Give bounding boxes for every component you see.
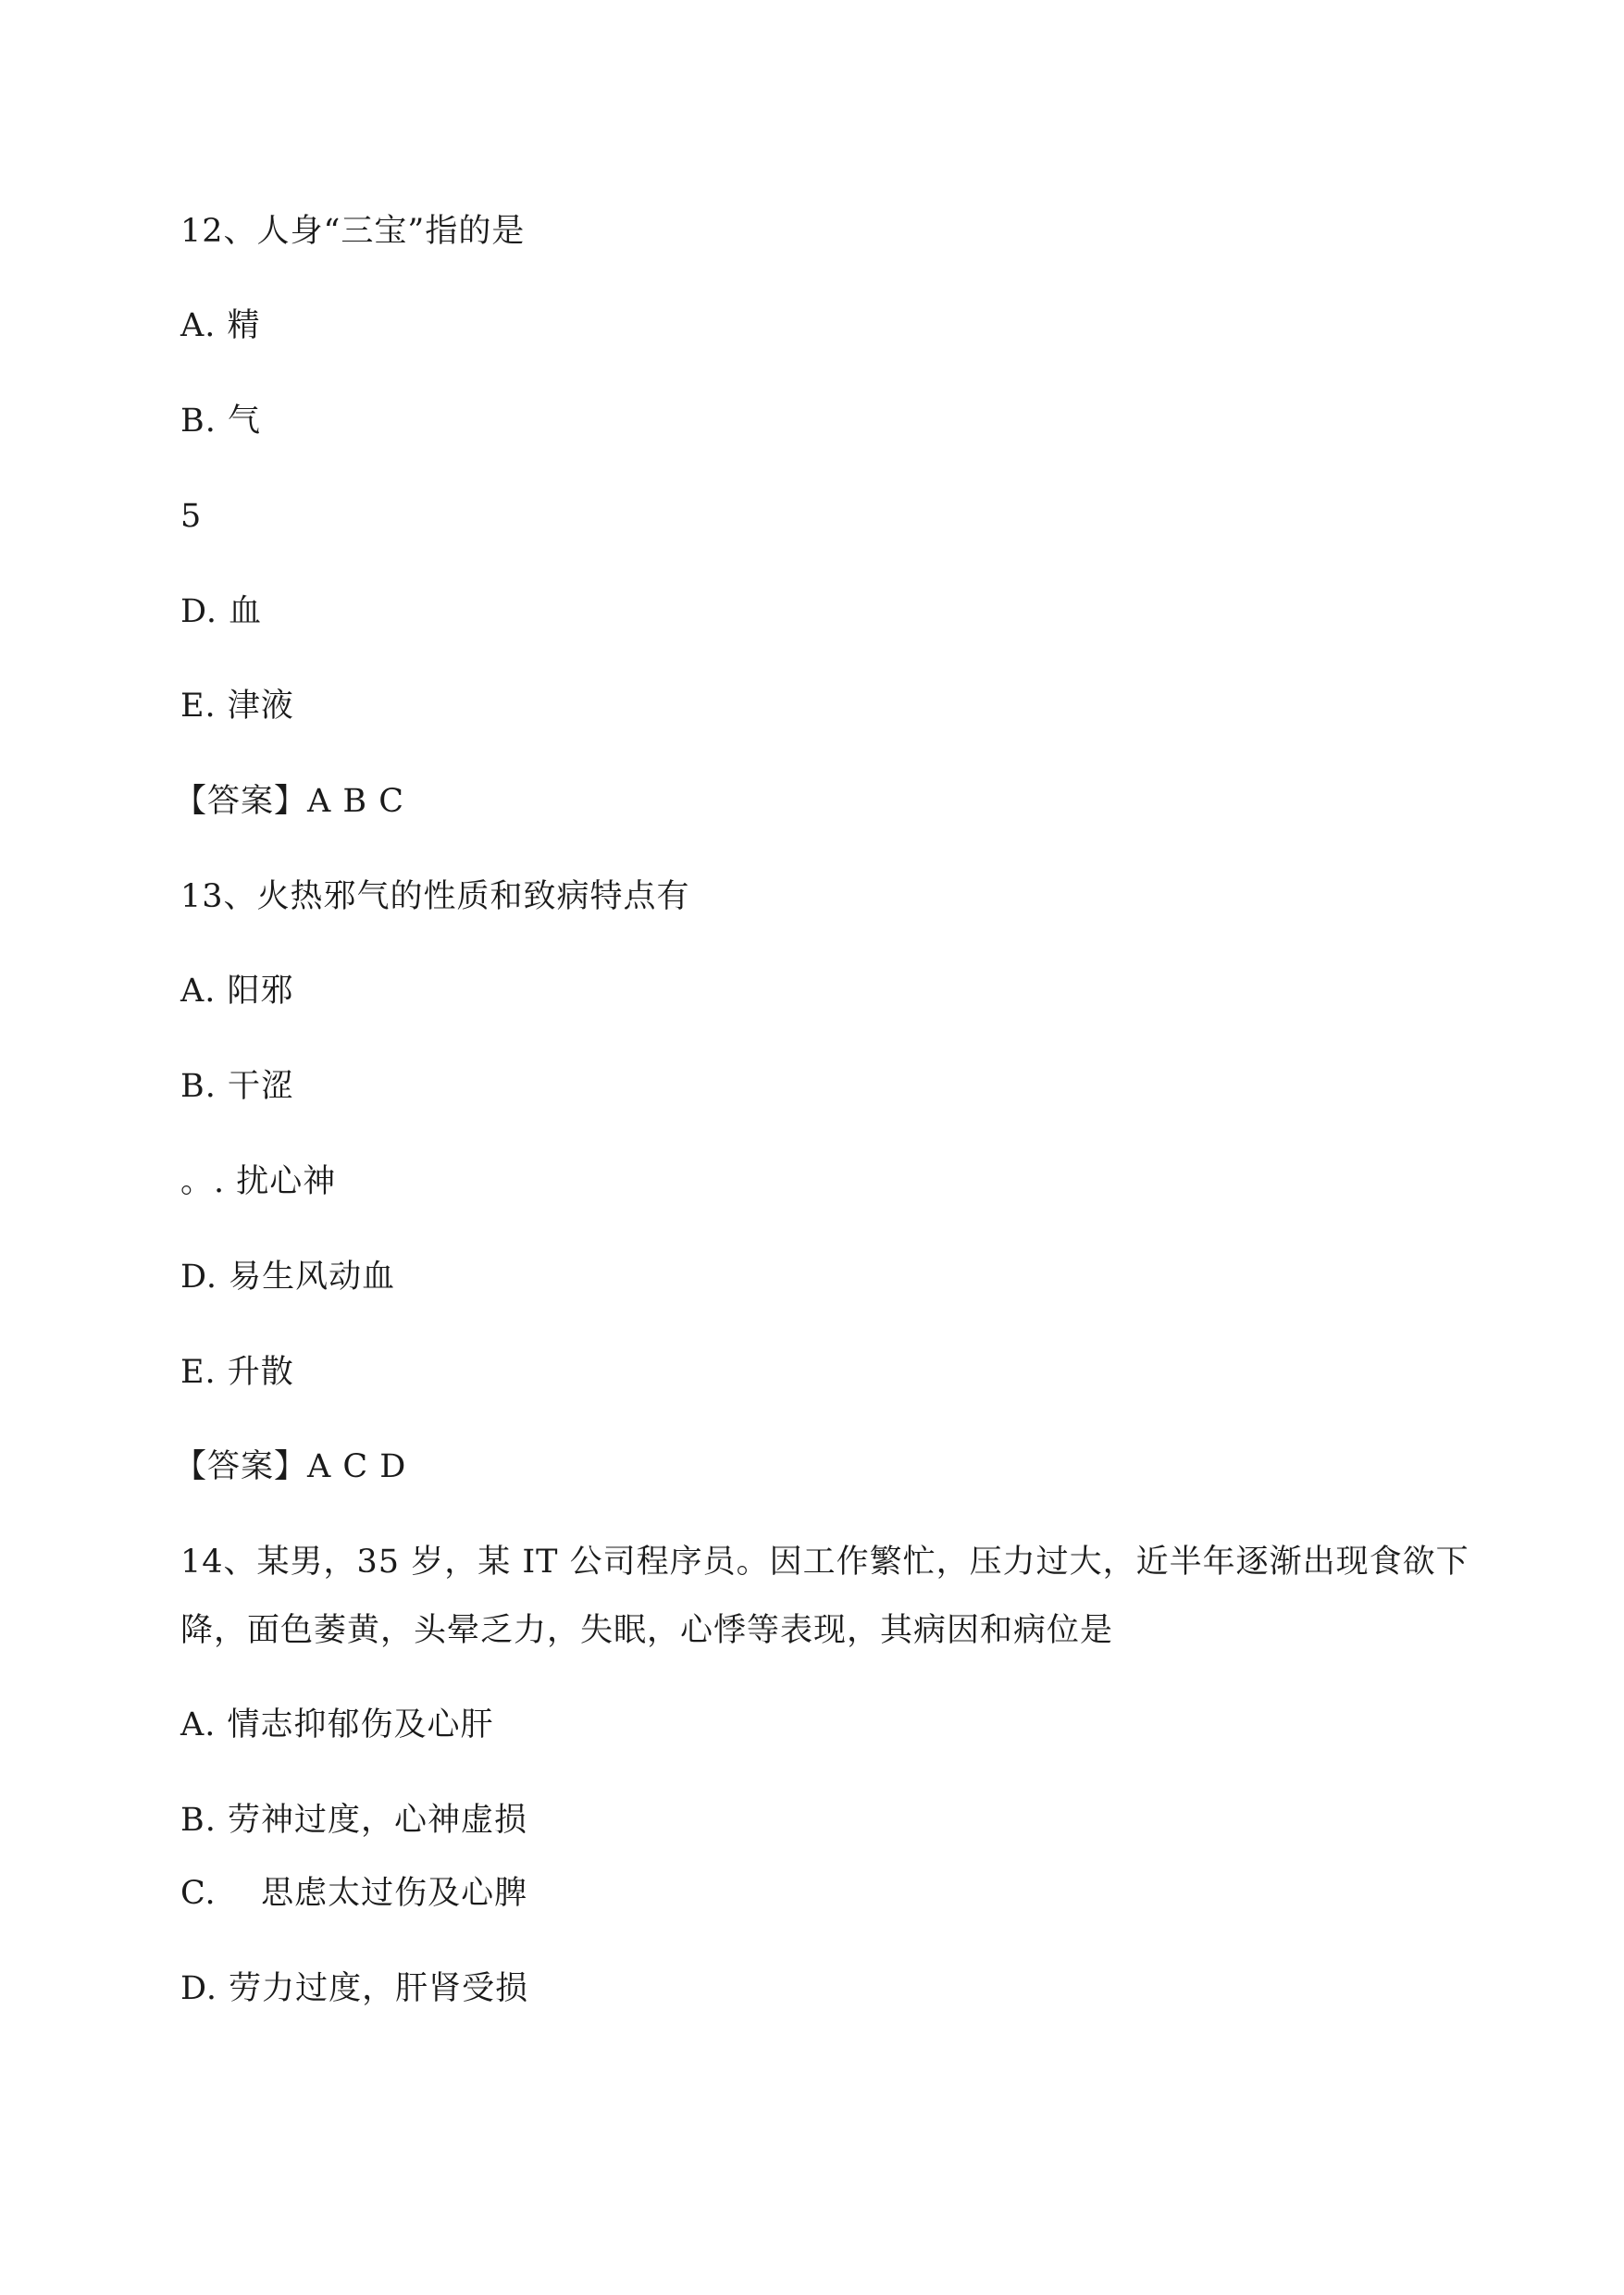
q12-option-c: 5: [180, 498, 203, 535]
q14-option-c: C. 思虑太过伤及心脾: [180, 1875, 528, 1912]
q14-option-d: D. 劳力过度，肝肾受损: [180, 1970, 529, 2007]
question-12: 12、人身“三宝”指的是: [180, 213, 526, 250]
q12-option-b: B. 气: [180, 403, 261, 440]
q14-option-b: B. 劳神过度，心神虚损: [180, 1802, 527, 1839]
q12-option-a: A. 精: [180, 307, 261, 344]
q12-answer: 【答案】A B C: [174, 783, 405, 820]
q12-option-d: D. 血: [180, 593, 263, 630]
question-14-line-2: 降，面色萎黄，头晕乏力，失眠，心悸等表现，其病因和病位是: [180, 1612, 1114, 1649]
q13-answer: 【答案】A C D: [174, 1448, 407, 1485]
question-14-line-1: 14、某男，35 岁，某 IT 公司程序员。因工作繁忙，压力过大，近半年逐渐出现食欲下: [180, 1544, 1469, 1581]
q14-option-a: A. 情志抑郁伤及心肝: [180, 1706, 494, 1743]
question-13: 13、火热邪气的性质和致病特点有: [180, 878, 690, 915]
q12-option-e: E. 津液: [180, 688, 294, 725]
q13-option-c: 。. 扰心神: [180, 1163, 337, 1200]
q13-option-d: D. 易生风动血: [180, 1259, 396, 1296]
q13-option-e: E. 升散: [180, 1354, 294, 1391]
q13-option-a: A. 阳邪: [180, 973, 294, 1010]
q13-option-b: B. 干涩: [180, 1068, 294, 1105]
